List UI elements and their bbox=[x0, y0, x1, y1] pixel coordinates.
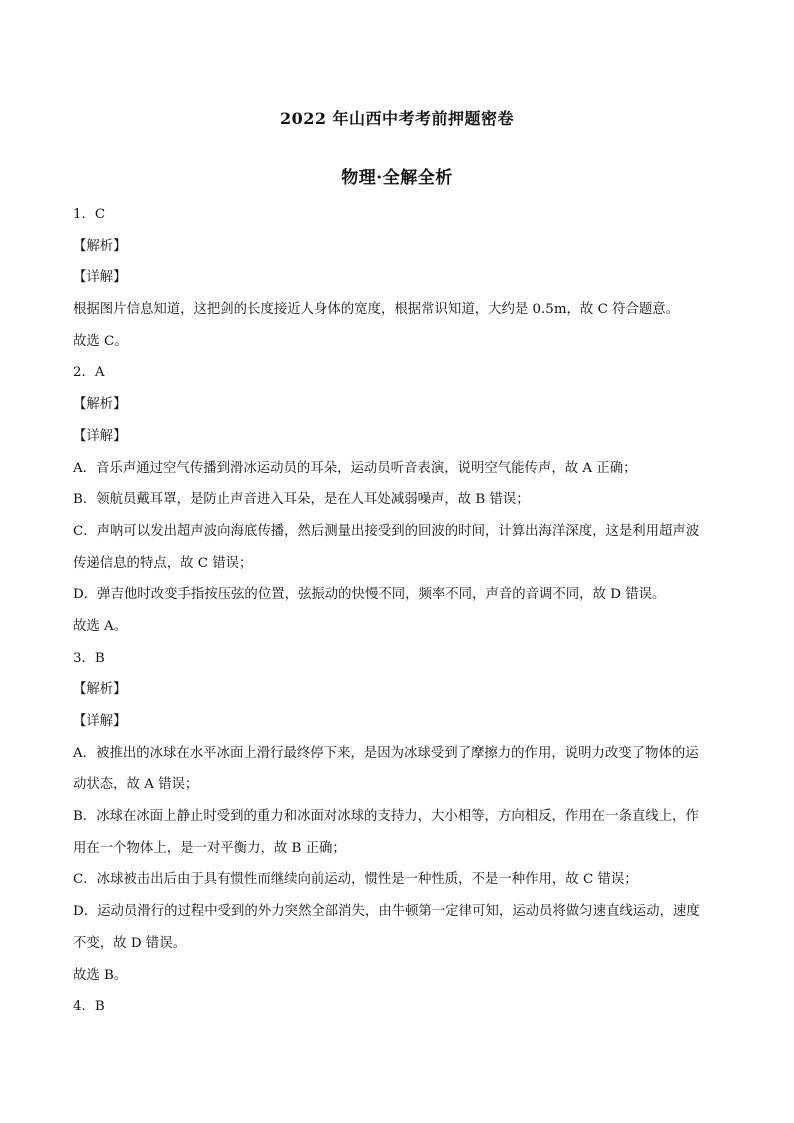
text-line: A．被推出的冰球在水平冰面上滑行最终停下来，是因为冰球受到了摩擦力的作用，说明力改变了物体的运 bbox=[73, 745, 699, 761]
text-line: 【详解】 bbox=[73, 270, 127, 286]
text-line: 用在一个物体上，是一对平衡力，故 B 正确； bbox=[73, 840, 346, 856]
text-line: C．冰球被击出后由于具有惯性而继续向前运动，惯性是一种性质，不是一种作用，故 C 错误； bbox=[73, 872, 638, 888]
text-line: D．弹吉他时改变手指按压弦的位置，弦振动的快慢不同，频率不同，声音的音调不同，故 D 错误。 bbox=[73, 587, 666, 603]
text-line: 【解析】 bbox=[73, 682, 127, 698]
document-subtitle: 物理·全解全析 bbox=[341, 168, 453, 188]
text-line: B．领航员戴耳罩，是防止声音进入耳朵，是在人耳处减弱噪声，故 B 错误； bbox=[73, 492, 530, 508]
text-line: 故选 A。 bbox=[73, 618, 128, 634]
text-line: 故选 C。 bbox=[73, 333, 128, 349]
text-line: 【详解】 bbox=[73, 714, 127, 729]
text-line: 4．B bbox=[73, 999, 105, 1015]
document-title: 2022 年山西中考考前押题密卷 bbox=[279, 109, 515, 128]
text-line: 【解析】 bbox=[73, 238, 127, 254]
text-line: 传递信息的特点，故 C 错误； bbox=[73, 555, 253, 571]
text-line: 2．A bbox=[73, 365, 105, 381]
text-line: A．音乐声通过空气传播到滑冰运动员的耳朵，运动员听音表演，说明空气能传声，故 A 正确； bbox=[73, 460, 637, 476]
text-line: 3．B bbox=[73, 650, 105, 666]
text-line: 【解析】 bbox=[73, 397, 127, 413]
text-line: 1．C bbox=[73, 207, 106, 222]
text-line: D．运动员滑行的过程中受到的外力突然全部消失，由牛顿第一定律可知，运动员将做匀速直线运动，速度 bbox=[73, 904, 700, 920]
text-line: 【详解】 bbox=[73, 428, 127, 444]
answer-content bbox=[73, 199, 723, 1023]
text-line: B．冰球在冰面上静止时受到的重力和冰面对冰球的支持力，大小相等，方向相反，作用在一条直线上，作 bbox=[73, 809, 699, 825]
text-line: 根据图片信息知道，这把剑的长度接近人身体的宽度，根据常识知道，大约是 0.5m，故 C 符合题意。 bbox=[73, 302, 680, 318]
text-line: 不变，故 D 错误。 bbox=[73, 935, 186, 951]
text-line: 故选 B。 bbox=[73, 967, 128, 983]
text-line: 动状态，故 A 错误； bbox=[73, 777, 199, 793]
text-line: C．声呐可以发出超声波向海底传播，然后测量出接受到的回波的时间，计算出海洋深度，这是利用超声波 bbox=[73, 523, 700, 539]
